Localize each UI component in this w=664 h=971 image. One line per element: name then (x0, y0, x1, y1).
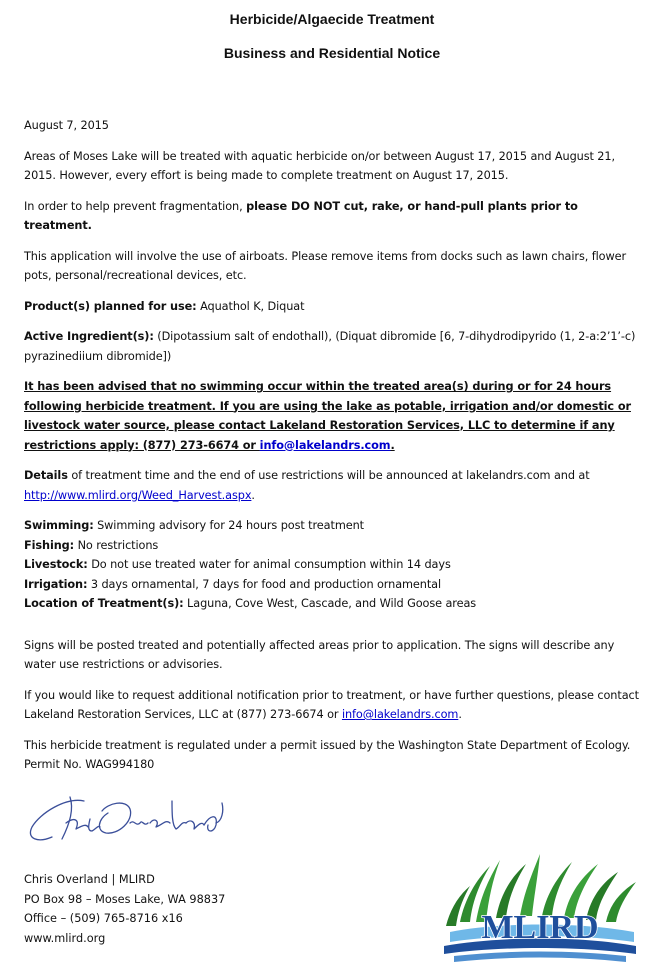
list-item (24, 536, 646, 556)
products-label: Product(s) planned for use: (24, 299, 197, 313)
products-paragraph (24, 297, 646, 317)
list-item (24, 594, 646, 614)
restriction-value: Laguna, Cove West, Cascade, and Wild Goose areas (183, 597, 477, 610)
mlird-logo (440, 852, 640, 964)
warning-end: . (390, 438, 395, 452)
treatment-dates-paragraph: Areas of Moses Lake will be treated with aquatic herbicide on/or between August 17, 2015 and August 21, 2015. However, every effort is being made to complete treatment on August 17, 2015. (24, 149, 615, 182)
restriction-value: 3 days ornamental, 7 days for food and production ornamental (87, 577, 442, 591)
ingredients-label: Active Ingredient(s): (24, 330, 154, 343)
list-item (24, 575, 646, 595)
restriction-label: Location of Treatment(s): (24, 597, 184, 610)
restriction-label: Swimming: (24, 519, 94, 532)
products-value: Aquathol K, Diquat (196, 299, 305, 313)
swimming-warning-text: It has been advised that no swimming occur within the treated area(s) during or for 24 hours following herbicide treatment. If you are using the lake as potable, irrigation and/or domestic or livestock water source, please contact Lakeland Restoration Services, LLC to determine if any restrictions apply: (877) 273-6674 or (24, 380, 631, 452)
fragmentation-lead: In order to help prevent fragmentation, (24, 199, 247, 213)
handwritten-signature (26, 793, 226, 849)
office-phone: Office – (509) 765-8716 x16 (24, 912, 183, 925)
signer-name: Chris Overland | MLIRD (24, 873, 155, 886)
fragmentation-paragraph (24, 197, 646, 236)
details-paragraph (24, 466, 646, 505)
restriction-label: Irrigation: (24, 577, 88, 591)
mailing-address: PO Box 98 – Moses Lake, WA 98837 (24, 892, 226, 906)
logo-text: MLIRD (481, 909, 599, 946)
contact-email-link[interactable]: info@lakelandrs.com (341, 708, 459, 721)
swimming-warning-paragraph (24, 377, 646, 455)
restrictions-list (24, 516, 646, 614)
contact-footer (24, 870, 225, 948)
airboat-paragraph: This application will involve the use of airboats. Please remove items from docks such as lawn chairs, flower pots, personal/recreational devices, etc. (24, 249, 626, 282)
ingredients-value: (Dipotassium salt of endothall), (Diquat dibromide [6, 7-dihydrodipyrido (1, 2-a:2’1’-c) pyrazinediium dibromide]) (24, 330, 636, 363)
restriction-value: No restrictions (74, 538, 159, 552)
notice-date: August 7, 2015 (24, 119, 109, 132)
regulation-paragraph: This herbicide treatment is regulated under a permit issued by the Washington State Department of Ecology. Permit No. WAG994180 (24, 738, 631, 771)
restriction-value: Swimming advisory for 24 hours post treatment (93, 519, 364, 532)
restriction-label: Livestock: (24, 558, 88, 571)
notice-body (24, 116, 646, 786)
notice-subtitle: Business and Residential Notice (223, 45, 441, 61)
details-end: . (251, 488, 255, 502)
signs-paragraph: Signs will be posted treated and potentially affected areas prior to application. The signs will describe any water use restrictions or advisories. (24, 638, 615, 671)
list-item (24, 555, 646, 575)
fragmentation-warning: please DO NOT cut, rake, or hand-pull plants prior to treatment. (24, 199, 578, 232)
list-item (24, 516, 646, 536)
weed-harvest-link[interactable]: http://www.mlird.org/Weed_Harvest.aspx (24, 488, 252, 502)
ingredients-paragraph (24, 327, 646, 366)
website: www.mlird.org (24, 931, 106, 945)
notice-title: Herbicide/Algaecide Treatment (229, 11, 435, 27)
restriction-label: Fishing: (24, 538, 75, 552)
details-text: of treatment time and the end of use restrictions will be announced at lakelandrs.com and at (67, 469, 590, 482)
contact-paragraph (24, 686, 646, 725)
contact-end: . (458, 708, 462, 721)
contact-text: If you would like to request additional notification prior to treatment, or have further questions, please contact Lakeland Restoration Services, LLC at (877) 273-6674 or (24, 688, 639, 721)
details-label: Details (24, 469, 68, 482)
restriction-value: Do not use treated water for animal consumption within 14 days (87, 558, 451, 571)
warning-email-link[interactable]: info@lakelandrs.com (259, 438, 391, 452)
